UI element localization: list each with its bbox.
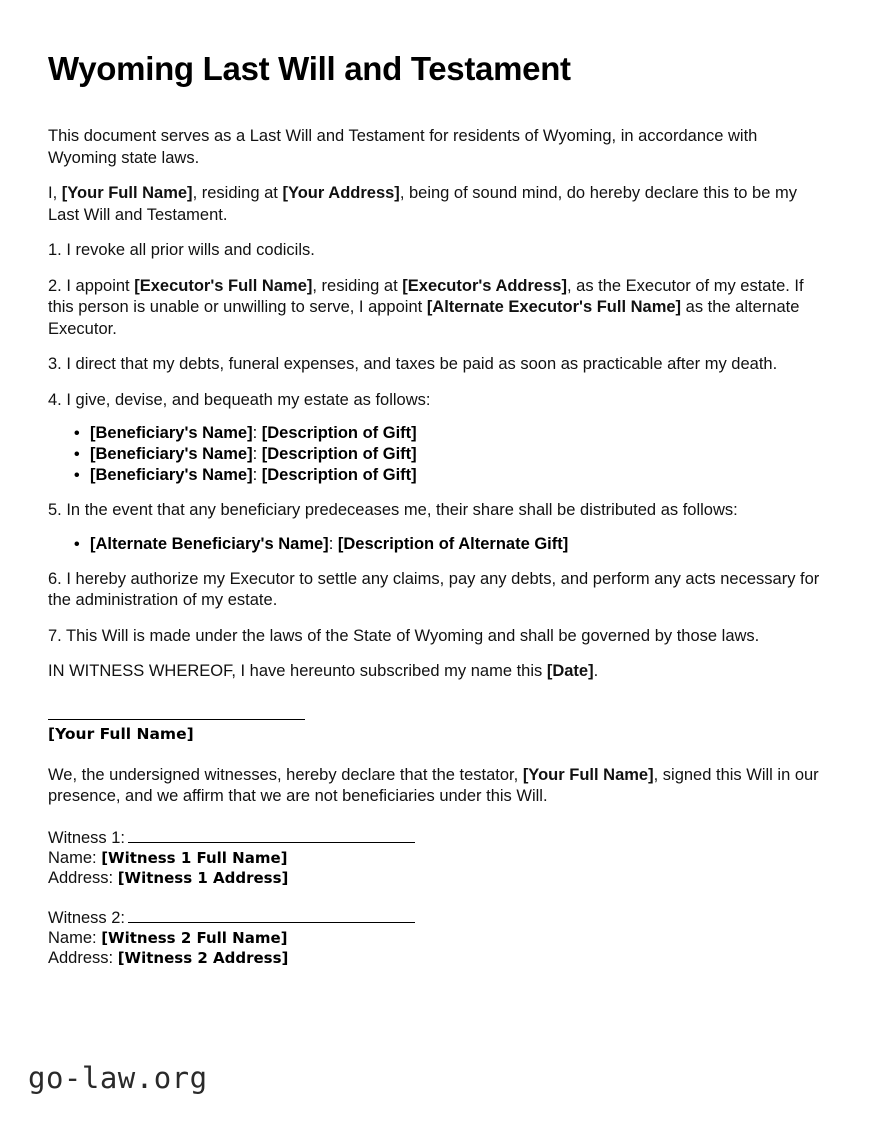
- witness-2-name-row: [48, 928, 820, 948]
- list-item: [48, 444, 820, 465]
- signature-line: [48, 719, 305, 720]
- spacer: [48, 555, 820, 569]
- alternate-executor-name-placeholder: [Alternate Executor's Full Name]: [426, 298, 682, 316]
- document-content: [48, 50, 820, 968]
- witness-1-label: Witness 1:: [48, 828, 126, 847]
- list-item: [48, 423, 820, 444]
- witness-2-name-value: [Witness 2 Full Name]: [101, 928, 288, 947]
- witness-statement: [48, 765, 820, 808]
- clause-5: 5. In the event that any beneficiary predeceases me, their share shall be distributed as follows:: [48, 501, 738, 519]
- spacer: [48, 486, 820, 500]
- clause-2: [48, 276, 820, 341]
- declaration-paragraph: [48, 183, 820, 226]
- gift-description: [Description of Gift]: [261, 424, 417, 442]
- witness-2-signature-row: [48, 908, 820, 928]
- clause-2-tail: as the alternate Executor.: [48, 298, 800, 338]
- spacer: [48, 522, 820, 534]
- witness-2-address-row: [48, 948, 820, 968]
- alternate-gift-description: [Description of Alternate Gift]: [337, 534, 569, 553]
- intro-paragraph: This document serves as a Last Will and Testament for residents of Wyoming, in accordance with Wyoming state laws.: [48, 127, 758, 167]
- clause-6: 6. I hereby authorize my Executor to settle any claims, pay any debts, and perform any acts necessary for the administration of my estate.: [48, 569, 820, 609]
- bequest-list: [48, 423, 820, 486]
- gift-description: [Description of Gift]: [261, 445, 417, 463]
- clause-4: 4. I give, devise, and bequeath my estate as follows:: [48, 390, 431, 409]
- your-full-name-placeholder: [Your Full Name]: [61, 184, 193, 202]
- declaration-tail: , being of sound mind, do hereby declare this to be my Last Will and Testament.: [48, 184, 797, 224]
- site-watermark: go-law.org: [28, 1061, 208, 1095]
- spacer: [48, 169, 820, 183]
- witness-1-name-row: [48, 848, 820, 868]
- alternate-bequest-list: [48, 534, 820, 555]
- declaration-lead: I,: [48, 184, 62, 202]
- witness-1-address-row: [48, 868, 820, 888]
- attestation-lead: IN WITNESS WHEREOF, I have hereunto subscribed my name this: [48, 662, 547, 680]
- spacer: [48, 683, 820, 719]
- testator-name-placeholder: [Your Full Name]: [522, 765, 654, 784]
- executor-name-placeholder: [Executor's Full Name]: [134, 276, 313, 295]
- beneficiary-name: [Beneficiary's Name]: [90, 424, 253, 442]
- witness-statement-tail: , signed this Will in our presence, and we affirm that we are not beneficiaries under this Will.: [48, 765, 819, 805]
- spacer: [48, 226, 820, 240]
- gift-description: [Description of Gift]: [261, 466, 417, 484]
- witness-statement-lead: We, the undersigned witnesses, hereby declare that the testator,: [48, 765, 523, 784]
- clause-1: 1. I revoke all prior wills and codicils.: [48, 241, 315, 259]
- witness-1-address-value: [Witness 1 Address]: [117, 868, 289, 887]
- clause-7: 7. This Will is made under the laws of the State of Wyoming and shall be governed by those laws.: [48, 626, 760, 645]
- alternate-beneficiary-name: [Alternate Beneficiary's Name]: [90, 534, 329, 553]
- beneficiary-name: [Beneficiary's Name]: [90, 445, 253, 463]
- declaration-mid-1: , residing at: [192, 184, 283, 202]
- witness-2-signature-line: [128, 909, 415, 923]
- spacer: [48, 647, 820, 661]
- witness-1-name-value: [Witness 1 Full Name]: [101, 848, 288, 867]
- executor-address-placeholder: [Executor's Address]: [402, 276, 567, 295]
- spacer: [48, 745, 820, 765]
- your-address-placeholder: [Your Address]: [282, 184, 400, 202]
- page-title: Wyoming Last Will and Testament: [48, 50, 571, 87]
- clause-2-mid-2: , as the Executor of my estate. If this person is unable or unwilling to serve, I appoint: [48, 276, 804, 316]
- clause-3: 3. I direct that my debts, funeral expenses, and taxes be paid as soon as practicable after my death.: [48, 355, 778, 373]
- witness-2-label: Witness 2:: [48, 908, 126, 927]
- spacer: [48, 808, 820, 828]
- witness-2-name-label: Name:: [48, 928, 102, 947]
- signature-name: [Your Full Name]: [48, 724, 194, 743]
- beneficiary-name: [Beneficiary's Name]: [90, 466, 253, 484]
- clause-2-mid-1: , residing at: [312, 276, 403, 295]
- spacer: [48, 376, 820, 390]
- clause-2-lead: 2. I appoint: [48, 276, 135, 295]
- spacer: [48, 262, 820, 276]
- spacer: [48, 888, 820, 908]
- spacer: [48, 88, 820, 126]
- separator: :: [252, 466, 262, 484]
- witness-2-address-label: Address:: [48, 948, 118, 967]
- witness-1-address-label: Address:: [48, 868, 118, 887]
- spacer: [48, 340, 820, 354]
- separator: :: [328, 534, 338, 553]
- attestation-tail: .: [593, 662, 599, 680]
- separator: :: [252, 424, 262, 442]
- attestation-paragraph: [48, 661, 820, 683]
- separator: :: [252, 445, 262, 463]
- witness-1-name-label: Name:: [48, 848, 102, 867]
- list-item: [48, 465, 820, 486]
- witness-1-block: [48, 828, 820, 888]
- witness-1-signature-row: [48, 828, 820, 848]
- date-placeholder: [Date]: [546, 662, 594, 680]
- witness-2-address-value: [Witness 2 Address]: [117, 948, 289, 967]
- spacer: [48, 612, 820, 626]
- witness-2-block: [48, 908, 820, 968]
- list-item: [48, 534, 820, 555]
- spacer: [48, 411, 820, 423]
- witness-1-signature-line: [128, 829, 415, 843]
